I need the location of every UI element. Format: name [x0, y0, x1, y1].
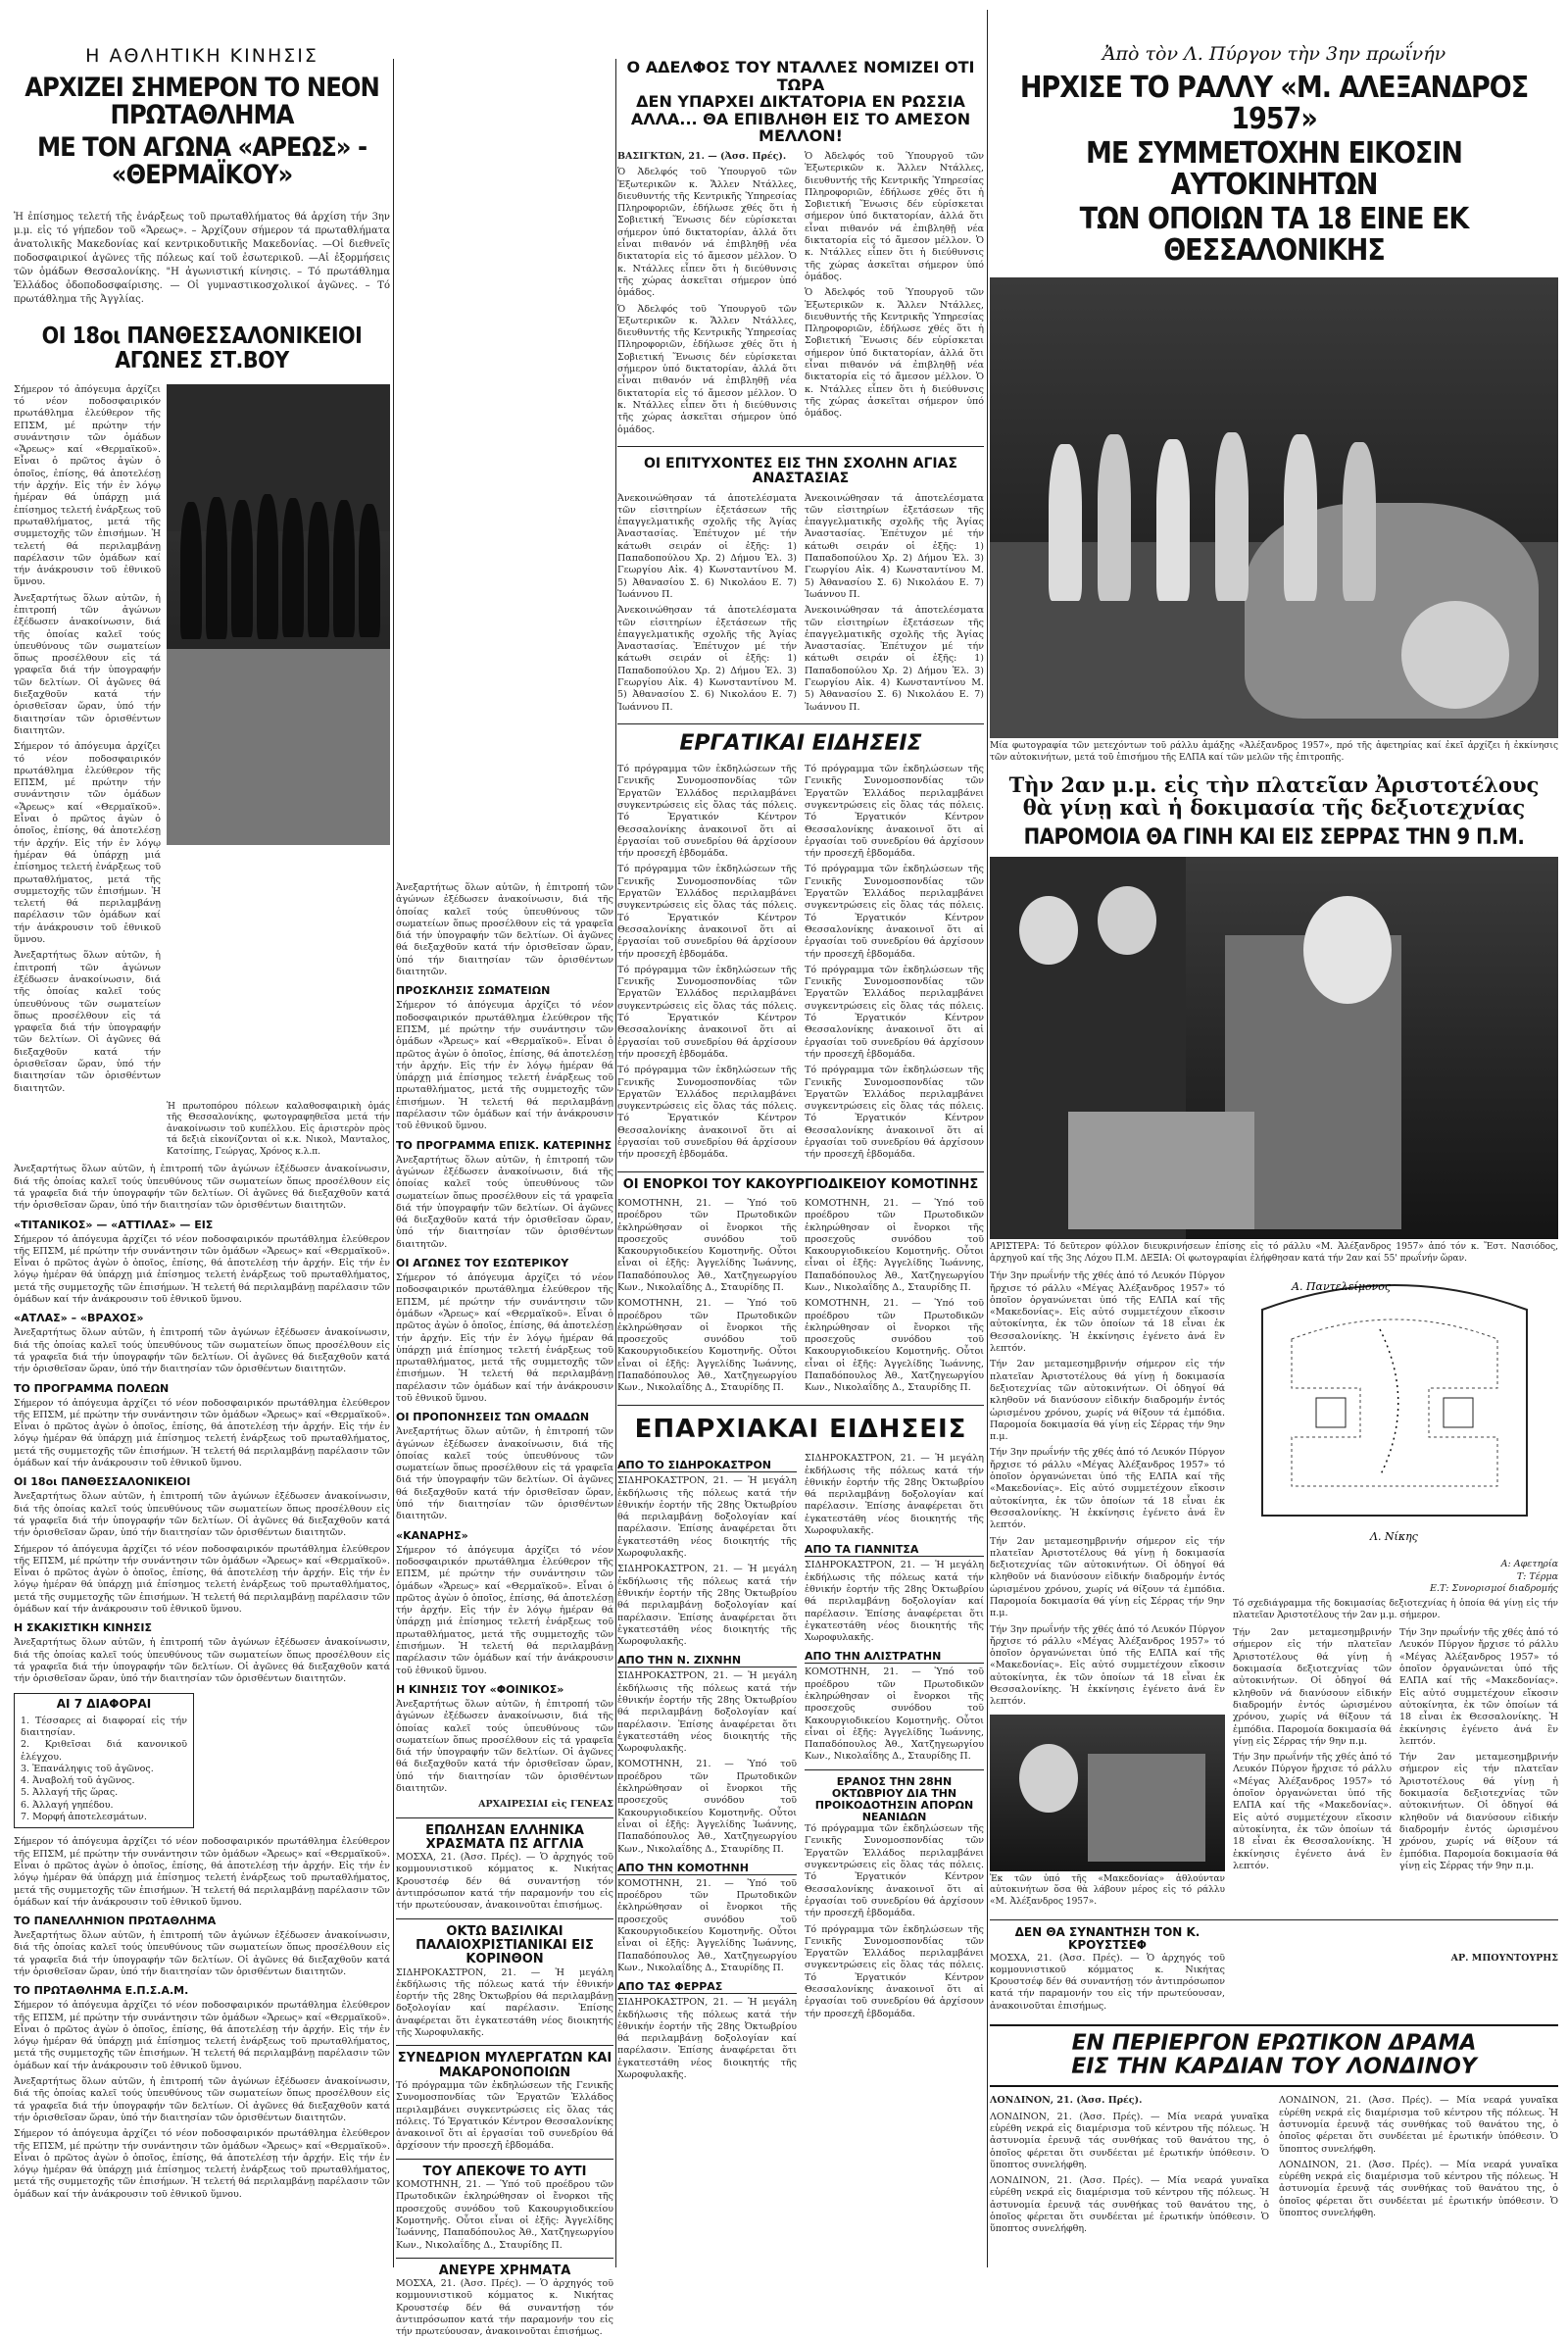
article-text: Ἀνεξαρτήτως ὅλων αὐτῶν, ἡ ἐπιτροπή τῶν ἀγώνων ἐξέδωσεν ἀνακοίνωσιν, διά τῆς ὁποίας καλεῖ τούς ὑπευθύνους τῶν σωματείων ὅπως προσέλθουν εἰς τά γραφεῖα διά τήν ὑπογραφήν τῶν δελτίων. Οἱ ἀγῶνες θά διεξαχθοῦν κατά τήν ὁρισθεῖσαν ὥραν, ὑπό τήν διαιτησίαν τῶν ὁρισθέντων διαιτητῶν. — [396, 1154, 613, 1250]
article-text: Τήν 2αν μεταμεσημβρινήν σήμερον εἰς τήν πλατεῖαν Ἀριστοτέλους θά γίνῃ ἡ δοκιμασία δεξιοτεχνίας τῶν αὐτοκινήτων. Οἱ ὁδηγοί θά κληθοῦν νά διανύσουν εἰδικήν διαδρομήν ἐντός ὡρισμένου χρόνου, χωρίς νά θίξουν τά ἐμπόδια. Παρομοία δοκιμασία θά γίνῃ εἰς Σέρρας τήν 9ην π.μ. — [1399, 1752, 1558, 1871]
box-item: 1. Τέσσαρες αἱ διαφοραί εἰς τήν διαιτησίαν. — [21, 1715, 187, 1738]
article-text: ΚΟΜΟΤΗΝΗ, 21. — Ὑπό τοῦ προέδρου τῶν Πρωτοδικῶν ἐκληρώθησαν οἱ ἔνορκοι τῆς προσεχοῦς συνόδου τοῦ Κακουργιοδικείου Κομοτηνῆς. Οὗτοι εἶναι οἱ ἑξῆς: Ἀγγελίδης Ἰωάννης, Παπαδόπουλος Ἀθ., Χατζηγεωργίου Κων., Νικολαΐδης Δ., Σταυρίδης Π. — [617, 1759, 797, 1855]
article-text: Σήμερον τό ἀπόγευμα ἀρχίζει τό νέον ποδοσφαιρικόν πρωτάθλημα ἐλεύθερον τῆς ΕΠΣΜ, μέ πρώτην τήν συνάντησιν τῶν ὁμάδων «Ἄρεως» καί «Θερμαϊκοῦ». Εἶναι ὁ πρῶτος ἀγὼν ὁ ὁποῖος, ἐπίσης, θά ἀποτελέσῃ τήν ἀρχήν. Εἰς τήν ἐν λόγῳ ἡμέραν θά ὑπάρχῃ μιά ἐπίσημος τελετή ἐνάρξεως τοῦ πρωταθλήματος, μετά τῆς συμμετοχῆς τῶν ἐπισήμων. Ἡ τελετή θά περιλαμβάνῃ παρέλασιν τῶν ὁμάδων καί τήν ἀνάκρουσιν τοῦ ἐθνικοῦ ὕμνου. — [14, 2128, 390, 2200]
headline-line: ΕΝ ΠΕΡΙΕΡΓΟΝ ΕΡΩΤΙΚΟΝ ΔΡΑΜΑ — [1071, 2031, 1477, 2057]
article-text: ΣΙΔΗΡΟΚΑΣΤΡΟΝ, 21. — Ἡ μεγάλη ἐκδήλωσις τῆς πόλεως κατά τήν ἐθνικήν ἑορτήν τῆς 28ης Ὀκτωβρίου θά περιλαμβάνῃ δοξολογίαν καί παρέλασιν. Ἐπίσης ἀναφέρεται ὅτι ἐγκατεστάθη νέος διοικητής τῆς Χωροφυλακῆς. — [617, 1475, 797, 1560]
article-text: Σήμερον τό ἀπόγευμα ἀρχίζει τό νέον ποδοσφαιρικόν πρωτάθλημα ἐλεύθερον τῆς ΕΠΣΜ, μέ πρώτην τήν συνάντησιν τῶν ὁμάδων «Ἄρεως» καί «Θερμαϊκοῦ». Εἶναι ὁ πρῶτος ἀγὼν ὁ ὁποῖος, ἐπίσης, θά ἀποτελέσῃ τήν ἀρχήν. Εἰς τήν ἐν λόγῳ ἡμέραν θά ὑπάρχῃ μιά ἐπίσημος τελετή ἐνάρξεως τοῦ πρωταθλήματος, μετά τῆς συμμετοχῆς τῶν ἐπισήμων. Ἡ τελετή θά περιλαμβάνῃ παρέλασιν τῶν ὁμάδων καί τήν ἀνάκρουσιν τοῦ ἐθνικοῦ ὕμνου. — [14, 1397, 390, 1469]
car-photo — [990, 1715, 1225, 1871]
photo-caption: Ἡ πρωτοπόρου πόλεων καλαθοσφαιρικὴ ὁμάς τῆς Θεσσαλονίκης, φωτογραφηθεῖσα μετά τήν ἀνακοίνωσιν τοῦ κυπέλλου. Εἰς ἀριστερὸν πρὸς τά δεξιὰ εἰκονίζονται οἱ κ.κ. Νικολ, Μανταλος, Κατσίπης, Γεώργας, Χρόνος κ.λ.π. — [167, 1101, 390, 1157]
section-headline: ΕΠΑΡΧΙΑΚΑΙ ΕΙΔΗΣΕΙΣ — [634, 1414, 967, 1444]
headline-line: ΗΡΧΙΣΕ ΤΟ ΡΑΛΛΥ «Μ. ΑΛΕΞΑΝΔΡΟΣ 1957» — [1019, 71, 1529, 136]
article-text: Τό πρόγραμμα τῶν ἐκδηλώσεων τῆς Γενικῆς Συνομοσπονδίας τῶν Ἐργατῶν Ἑλλάδος περιλαμβάνει συγκεντρώσεις εἰς ὅλας τάς πόλεις. Τό Ἐργατικόν Κέντρον Θεσσαλονίκης ἀνακοινοῖ ὅτι αἱ ἐργασίαι τοῦ συνεδρίου θά ἀρχίσουν τήν προσεχῆ ἑβδομάδα. — [617, 964, 797, 1060]
article-text: Τό πρόγραμμα τῶν ἐκδηλώσεων τῆς Γενικῆς Συνομοσπονδίας τῶν Ἐργατῶν Ἑλλάδος περιλαμβάνει συγκεντρώσεις εἰς ὅλας τάς πόλεις. Τό Ἐργατικόν Κέντρον Θεσσαλονίκης ἀνακοινοῖ ὅτι αἱ ἐργασίαι τοῦ συνεδρίου θά ἀρχίσουν τήν προσεχῆ ἑβδομάδα. — [805, 1923, 984, 2019]
subhead: ΤΟ ΠΑΝΕΛΛΗΝΙΟΝ ΠΡΩΤΑΘΛΗΜΑ — [14, 1915, 217, 1928]
subhead: «ΑΤΛΑΣ» – «ΒΡΑΧΟΣ» — [14, 1312, 144, 1325]
rally-photo — [990, 277, 1558, 738]
rally-course-diagram — [1233, 1270, 1556, 1555]
subsection-title: ΑΠΟ ΤΗΝ ΑΛΙΣΤΡΑΤΗΝ — [805, 1650, 984, 1664]
article-headline: ΟΚΤΩ ΒΑΣΙΛΙΚΑΙ ΠΑΛΑΙΟΧΡΙΣΤΙΑΝΙΚΑΙ ΕΙΣ ΚΟΡΙΝΘΟΝ — [416, 1923, 594, 1967]
article-text: ΜΟΣΧΑ, 21. (Ἀσσ. Πρές). — Ὁ ἀρχηγός τοῦ κομμουνιστικοῦ κόμματος κ. Νικήτας Κρουστσέφ δέν θά συναντήσῃ τόν ἀντιπρόσωπον κατά τήν παραμονήν του εἰς τήν πρωτεύουσαν, ἀνακοινοῦται ἐπισήμως. — [990, 1952, 1225, 2012]
article-text: ΚΟΜΟΤΗΝΗ, 21. — Ὑπό τοῦ προέδρου τῶν Πρωτοδικῶν ἐκληρώθησαν οἱ ἔνορκοι τῆς προσεχοῦς συνόδου τοῦ Κακουργιοδικείου Κομοτηνῆς. Οὗτοι εἶναι οἱ ἑξῆς: Ἀγγελίδης Ἰωάννης, Παπαδόπουλος Ἀθ., Χατζηγεωργίου Κων., Νικολαΐδης Δ., Σταυρίδης Π. — [396, 2179, 613, 2251]
article-text: Ἀνεξαρτήτως ὅλων αὐτῶν, ἡ ἐπιτροπή τῶν ἀγώνων ἐξέδωσεν ἀνακοίνωσιν, διά τῆς ὁποίας καλεῖ τούς ὑπευθύνους τῶν σωματείων ὅπως προσέλθουν εἰς τά γραφεῖα διά τήν ὑπογραφήν τῶν δελτίων. Οἱ ἀγῶνες θά διεξαχθοῦν κατά τήν ὁρισθεῖσαν ὥραν, ὑπό τήν διαιτησίαν τῶν ὁρισθέντων διαιτητῶν. — [14, 2076, 390, 2123]
article-text: ΣΙΔΗΡΟΚΑΣΤΡΟΝ, 21. — Ἡ μεγάλη ἐκδήλωσις τῆς πόλεως κατά τήν ἐθνικήν ἑορτήν τῆς 28ης Ὀκτωβρίου θά περιλαμβάνῃ δοξολογίαν καί παρέλασιν. Ἐπίσης ἀναφέρεται ὅτι ἐγκατεστάθη νέος διοικητής τῆς Χωροφυλακῆς. — [617, 1997, 797, 2081]
article-text: Σήμερον τό ἀπόγευμα ἀρχίζει τό νέον ποδοσφαιρικόν πρωτάθλημα ἐλεύθερον τῆς ΕΠΣΜ, μέ πρώτην τήν συνάντησιν τῶν ὁμάδων «Ἄρεως» καί «Θερμαϊκοῦ». Εἶναι ὁ πρῶτος ἀγὼν ὁ ὁποῖος, ἐπίσης, θά ἀποτελέσῃ τήν ἀρχήν. Εἰς τήν ἐν λόγῳ ἡμέραν θά ὑπάρχῃ μιά ἐπίσημος τελετή ἐνάρξεως τοῦ πρωταθλήματος, μετά τῆς συμμετοχῆς τῶν ἐπισήμων. Ἡ τελετή θά περιλαμβάνῃ παρέλασιν τῶν ὁμάδων καί τήν ἀνάκρουσιν τοῦ ἐθνικοῦ ὕμνου. — [14, 383, 161, 588]
article-text: Ἀνεκοινώθησαν τά ἀποτελέσματα τῶν εἰσιτηρίων ἐξετάσεων τῆς ἐπαγγελματικῆς σχολῆς τῆς Ἁγίας Ἀναστασίας. Ἐπέτυχον μέ τήν κάτωθι σειράν οἱ ἑξῆς: 1) Παπαδοπούλου Χρ. 2) Δήμου Ἑλ. 3) Γεωργίου Αἰκ. 4) Κωνσταντίνου Μ. 5) Ἀθανασίου Σ. 6) Νικολάου Ε. 7) Ἰωάννου Π. — [805, 605, 984, 713]
column-rule — [615, 59, 616, 2267]
photo-caption: Ἐκ τῶν ὑπό τῆς «Μακεδονίας» ἀθλούνταν αὐτοκινήτων ὅσα θὰ λάβουν μέρος εἰς τό ράλλυ «Μ. Ἀλέξανδρος 1957». — [990, 1873, 1225, 1907]
info-box — [14, 1693, 194, 1828]
subhead: «ΚΑΝΑΡΗΣ» — [396, 1528, 468, 1542]
article-text: Ἀνεξαρτήτως ὅλων αὐτῶν, ἡ ἐπιτροπή τῶν ἀγώνων ἐξέδωσεν ἀνακοίνωσιν, διά τῆς ὁποίας καλεῖ τούς ὑπευθύνους τῶν σωματείων ὅπως προσέλθουν εἰς τά γραφεῖα διά τήν ὑπογραφήν τῶν δελτίων. Οἱ ἀγῶνες θά διεξαχθοῦν κατά τήν ὁρισθεῖσαν ὥραν, ὑπό τήν διαιτησίαν τῶν ὁρισθέντων διαιτητῶν. — [14, 950, 161, 1094]
subsection-title: ΑΠΟ ΤΟ ΣΙΔΗΡΟΚΑΣΤΡΟΝ — [617, 1459, 797, 1472]
section-kicker: Ἀπὸ τὸν Λ. Πύργον τὴν 3ην πρωΐνήν — [1102, 43, 1446, 65]
article-headline: ΟΙ ΕΝΟΡΚΟΙ ΤΟΥ ΚΑΚΟΥΡΓΙΟΔΙΚΕΙΟΥ ΚΟΜΟΤΙΝΗΣ — [622, 1176, 979, 1192]
article-text: ΣΙΔΗΡΟΚΑΣΤΡΟΝ, 21. — Ἡ μεγάλη ἐκδήλωσις τῆς πόλεως κατά τήν ἐθνικήν ἑορτήν τῆς 28ης Ὀκτωβρίου θά περιλαμβάνῃ δοξολογίαν καί παρέλασιν. Ἐπίσης ἀναφέρεται ὅτι ἐγκατεστάθη νέος διοικητής τῆς Χωροφυλακῆς. — [805, 1453, 984, 1537]
article-text: Ἀνεκοινώθησαν τά ἀποτελέσματα τῶν εἰσιτηρίων ἐξετάσεων τῆς ἐπαγγελματικῆς σχολῆς τῆς Ἁγίας Ἀναστασίας. Ἐπέτυχον μέ τήν κάτωθι σειράν οἱ ἑξῆς: 1) Παπαδοπούλου Χρ. 2) Δήμου Ἑλ. 3) Γεωργίου Αἰκ. 4) Κωνσταντίνου Μ. 5) Ἀθανασίου Σ. 6) Νικολάου Ε. 7) Ἰωάννου Π. — [617, 605, 797, 713]
subhead: ΟΙ ΠΡΟΠΟΝΗΣΕΙΣ ΤΩΝ ΟΜΑΔΩΝ — [396, 1411, 590, 1424]
subhead: Η ΣΚΑΚΙΣΤΙΚΗ ΚΙΝΗΣΙΣ — [14, 1621, 153, 1635]
map-legend: Α: Αφετηρία — [1500, 1559, 1558, 1570]
subsection-title: ΑΠΟ ΤΑ ΓΙΑΝΝΙΤΣΑ — [805, 1543, 984, 1557]
article-text: Σήμερον τό ἀπόγευμα ἀρχίζει τό νέον ποδοσφαιρικόν πρωτάθλημα ἐλεύθερον τῆς ΕΠΣΜ, μέ πρώτην τήν συνάντησιν τῶν ὁμάδων «Ἄρεως» καί «Θερμαϊκοῦ». Εἶναι ὁ πρῶτος ἀγὼν ὁ ὁποῖος, ἐπίσης, θά ἀποτελέσῃ τήν ἀρχήν. Εἰς τήν ἐν λόγῳ ἡμέραν θά ὑπάρχῃ μιά ἐπίσημος τελετή ἐνάρξεως τοῦ πρωταθλήματος, μετά τῆς συμμετοχῆς τῶν ἐπισήμων. Ἡ τελετή θά περιλαμβάνῃ παρέλασιν τῶν ὁμάδων καί τήν ἀνάκρουσιν τοῦ ἐθνικοῦ ὕμνου. — [396, 1272, 613, 1404]
signature: ΑΡΧΑΙΡΕΣΙΑΙ εἰς ΓΕΝΕΑΣ — [478, 1799, 613, 1811]
article-text: ΜΟΣΧΑ, 21. (Ἀσσ. Πρές). — Ὁ ἀρχηγός τοῦ κομμουνιστικοῦ κόμματος κ. Νικήτας Κρουστσέφ δέν θά συναντήσῃ τόν ἀντιπρόσωπον κατά τήν παραμονήν του εἰς τήν πρωτεύουσαν, ἀνακοινοῦται ἐπισήμως. — [396, 2278, 613, 2338]
subsection-title: ΑΠΟ ΤΗΝ ΚΟΜΟΤΗΝΗ — [617, 1862, 797, 1875]
article-text: Ὁ Ἀδελφός τοῦ Ὑπουργοῦ τῶν Ἐξωτερικῶν κ. Ἄλλεν Ντάλλες, διευθυντής τῆς Κεντρικῆς Ὑπηρεσίας Πληροφοριῶν, ἐδήλωσε χθές ὅτι ἡ Σοβιετική Ἕνωσις δέν εὑρίσκεται σήμερον ὑπό δικτατορίαν, ἀλλά ὅτι εἶναι πιθανόν νά ἐπιβληθῇ νέα δικτατορία εἰς τό ἄμεσον μέλλον. Ὁ κ. Ντάλλες εἶπεν ὅτι ἡ διεύθυνσις τῆς χώρας ἀσκεῖται σήμερον ὑπό ὁμάδος. — [805, 150, 984, 282]
article-text: Τό πρόγραμμα τῶν ἐκδηλώσεων τῆς Γενικῆς Συνομοσπονδίας τῶν Ἐργατῶν Ἑλλάδος περιλαμβάνει συγκεντρώσεις εἰς ὅλας τάς πόλεις. Τό Ἐργατικόν Κέντρον Θεσσαλονίκης ἀνακοινοῖ ὅτι αἱ ἐργασίαι τοῦ συνεδρίου θά ἀρχίσουν τήν προσεχῆ ἑβδομάδα. — [805, 864, 984, 960]
article-text: Σήμερον τό ἀπόγευμα ἀρχίζει τό νέον ποδοσφαιρικόν πρωτάθλημα ἐλεύθερον τῆς ΕΠΣΜ, μέ πρώτην τήν συνάντησιν τῶν ὁμάδων «Ἄρεως» καί «Θερμαϊκοῦ». Εἶναι ὁ πρῶτος ἀγὼν ὁ ὁποῖος, ἐπίσης, θά ἀποτελέσῃ τήν ἀρχήν. Εἰς τήν ἐν λόγῳ ἡμέραν θά ὑπάρχῃ μιά ἐπίσημος τελετή ἐνάρξεως τοῦ πρωταθλήματος, μετά τῆς συμμετοχῆς τῶν ἐπισήμων. Ἡ τελετή θά περιλαμβάνῃ παρέλασιν τῶν ὁμάδων καί τήν ἀνάκρουσιν τοῦ ἐθνικοῦ ὕμνου. — [396, 1000, 613, 1132]
article-text: Τήν 2αν μεταμεσημβρινήν σήμερον εἰς τήν πλατεῖαν Ἀριστοτέλους θά γίνῃ ἡ δοκιμασία δεξιοτεχνίας τῶν αὐτοκινήτων. Οἱ ὁδηγοί θά κληθοῦν νά διανύσουν εἰδικήν διαδρομήν ἐντός ὡρισμένου χρόνου, χωρίς νά θίξουν τά ἐμπόδια. Παρομοία δοκιμασία θά γίνῃ εἰς Σέρρας τήν 9ην π.μ. — [990, 1535, 1225, 1619]
article-text: Τό πρόγραμμα τῶν ἐκδηλώσεων τῆς Γενικῆς Συνομοσπονδίας τῶν Ἐργατῶν Ἑλλάδος περιλαμβάνει συγκεντρώσεις εἰς ὅλας τάς πόλεις. Τό Ἐργατικόν Κέντρον Θεσσαλονίκης ἀνακοινοῖ ὅτι αἱ ἐργασίαι τοῦ συνεδρίου θά ἀρχίσουν τήν προσεχῆ ἑβδομάδα. — [617, 864, 797, 960]
article-text: ΚΟΜΟΤΗΝΗ, 21. — Ὑπό τοῦ προέδρου τῶν Πρωτοδικῶν ἐκληρώθησαν οἱ ἔνορκοι τῆς προσεχοῦς συνόδου τοῦ Κακουργιοδικείου Κομοτηνῆς. Οὗτοι εἶναι οἱ ἑξῆς: Ἀγγελίδης Ἰωάννης, Παπαδόπουλος Ἀθ., Χατζηγεωργίου Κων., Νικολαΐδης Δ., Σταυρίδης Π. — [805, 1667, 984, 1763]
article-text: Τήν 3ην πρωΐνήν τῆς χθές ἀπό τό Λευκόν Πύργον ἤρχισε τό ράλλυ «Μέγας Ἀλέξανδρος 1957» τό ὁποῖον ὀργανώνεται ὑπό τῆς ΕΛΠΑ καί τῆς «Μακεδονίας». Εἰς αὐτό συμμετέχουν εἴκοσιν αὐτοκίνητα, ἐκ τῶν ὁποίων τά 18 εἶναι ἐκ Θεσσαλονίκης. Ἡ ἐκκίνησις ἐγένετο ἀνά ἓν λεπτόν. — [1233, 1752, 1392, 1871]
dateline: ΛΟΝΔΙΝΟΝ, 21. (Ἀσσ. Πρές). — [990, 2095, 1143, 2107]
subsection-title: ΑΠΟ ΤΗΝ Ν. ΖΙΧΝΗΝ — [617, 1654, 797, 1667]
rally-headline — [990, 73, 1558, 266]
box-item: 2. Κριθεῖσαι διά κανονικοῦ ἐλέγχου. — [21, 1739, 187, 1763]
subhead-line: θὰ γίνῃ καὶ ἡ δοκιμασία τῆς δεξιοτεχνίας — [1022, 795, 1526, 821]
article-text: Ἀνεκοινώθησαν τά ἀποτελέσματα τῶν εἰσιτηρίων ἐξετάσεων τῆς ἐπαγγελματικῆς σχολῆς τῆς Ἁγίας Ἀναστασίας. Ἐπέτυχον μέ τήν κάτωθι σειράν οἱ ἑξῆς: 1) Παπαδοπούλου Χρ. 2) Δήμου Ἑλ. 3) Γεωργίου Αἰκ. 4) Κωνσταντίνου Μ. 5) Ἀθανασίου Σ. 6) Νικολάου Ε. 7) Ἰωάννου Π. — [805, 492, 984, 600]
map-label: Λ. Νίκης — [1370, 1530, 1418, 1544]
map-label: Α. Παντελείμονος — [1292, 1280, 1392, 1294]
article-text: Ἀνεξαρτήτως ὅλων αὐτῶν, ἡ ἐπιτροπή τῶν ἀγώνων ἐξέδωσεν ἀνακοίνωσιν, διά τῆς ὁποίας καλεῖ τούς ὑπευθύνους τῶν σωματείων ὅπως προσέλθουν εἰς τά γραφεῖα διά τήν ὑπογραφήν τῶν δελτίων. Οἱ ἀγῶνες θά διεξαχθοῦν κατά τήν ὁρισθεῖσαν ὥραν, ὑπό τήν διαιτησίαν τῶν ὁρισθέντων διαιτητῶν. — [14, 1637, 390, 1685]
map-legend: Ε.Τ: Συνορισμοί διαδρομής — [1429, 1582, 1558, 1594]
article-text: ΜΟΣΧΑ, 21. (Ἀσσ. Πρές). — Ὁ ἀρχηγός τοῦ κομμουνιστικοῦ κόμματος κ. Νικήτας Κρουστσέφ δέν θά συναντήσῃ τόν ἀντιπρόσωπον κατά τήν παραμονήν του εἰς τήν πρωτεύουσαν, ἀνακοινοῦται ἐπισήμως. — [396, 1852, 613, 1912]
article-headline: ΕΠΩΛΗΣΑΝ ΕΛΛΗΝΙΚΑ ΧΡΑΣΜΑΤΑ ΠΣ ΑΓΓΛΙΑ — [425, 1822, 584, 1852]
article-text: Ἀνεξαρτήτως ὅλων αὐτῶν, ἡ ἐπιτροπή τῶν ἀγώνων ἐξέδωσεν ἀνακοίνωσιν, διά τῆς ὁποίας καλεῖ τούς ὑπευθύνους τῶν σωματείων ὅπως προσέλθουν εἰς τά γραφεῖα διά τήν ὑπογραφήν τῶν δελτίων. Οἱ ἀγῶνες θά διεξαχθοῦν κατά τήν ὁρισθεῖσαν ὥραν, ὑπό τήν διαιτησίαν τῶν ὁρισθέντων διαιτητῶν. — [14, 1491, 390, 1539]
photo-caption: ΑΡΙΣΤΕΡΑ: Τό δεῦτερον φύλλον διευκρινήσεων ἐπίσης εἰς τό ράλλυ «Μ. Ἀλέξανδρος 1957» ἀπό τόν κ. Ἔστ. Νασιόδος, ἀρχηγοῦ καί τῆς 3ης Λόχου Π.Μ. ΔΕΞΙΑ: Οἱ φωτογραφίαι ἐλήφθησαν κατά τήν 2αν καί 55' πρωΐνήν ὥραν. — [990, 1242, 1558, 1264]
subhead: Η ΚΙΝΗΣΙΣ ΤΟΥ «ΦΟΙΝΙΚΟΣ» — [396, 1682, 564, 1696]
section-headline: ΕΡΓΑΤΙΚΑΙ ΕΙΔΗΣΕΙΣ — [679, 730, 922, 756]
subhead: ΤΟ ΠΡΩΤΑΘΛΗΜΑ Ε.Π.Σ.Α.Μ. — [14, 1984, 189, 1998]
headline-line: ΜΕ ΤΟΝ ΑΓΩΝΑ «ΑΡΕΩΣ» - «ΘΕΡΜΑΪΚΟΥ» — [36, 131, 368, 191]
article-text: Σήμερον τό ἀπόγευμα ἀρχίζει τό νέον ποδοσφαιρικόν πρωτάθλημα ἐλεύθερον τῆς ΕΠΣΜ, μέ πρώτην τήν συνάντησιν τῶν ὁμάδων «Ἄρεως» καί «Θερμαϊκοῦ». Εἶναι ὁ πρῶτος ἀγὼν ὁ ὁποῖος, ἐπίσης, θά ἀποτελέσῃ τήν ἀρχήν. Εἰς τήν ἐν λόγῳ ἡμέραν θά ὑπάρχῃ μιά ἐπίσημος τελετή ἐνάρξεως τοῦ πρωταθλήματος, μετά τῆς συμμετοχῆς τῶν ἐπισήμων. Ἡ τελετή θά περιλαμβάνῃ παρέλασιν τῶν ὁμάδων καί τήν ἀνάκρουσιν τοῦ ἐθνικοῦ ὕμνου. — [14, 741, 161, 946]
article-headline: ΤΟΥ ΑΠΕΚΟΨΕ ΤΟ ΑΥΤΙ — [422, 2164, 587, 2179]
box-title: ΑΙ 7 ΔΙΑΦΟΡΑΙ — [56, 1697, 152, 1712]
column-sports-continued — [396, 882, 613, 2338]
dalles-headline — [617, 59, 984, 145]
headline-line: ΕΙΣ ΤΗΝ ΚΑΡΔΙΑΝ ΤΟΥ ΛΟΝΔΙΝΟΥ — [1071, 2055, 1477, 2080]
headline-line: ΤΩΝ ΟΠΟΙΩΝ ΤΑ 18 ΕΙΝΕ ΕΚ ΘΕΣΣΑΛΟΝΙΚΗΣ — [1079, 202, 1469, 268]
article-text: ΛΟΝΔΙΝΟΝ, 21. (Ἀσσ. Πρές). — Μία νεαρά γυναῖκα εὑρέθη νεκρά εἰς διαμέρισμα τοῦ κέντρου τῆς πόλεως. Ἡ ἀστυνομία ἐρευνᾷ τάς συνθήκας τοῦ θανάτου της, ὁ ὁποῖος φέρεται ὅτι συνδέεται μέ ἐρωτικήν ὑπόθεσιν. Ὁ ὕποπτος συνελήφθη. — [1279, 2159, 1558, 2219]
article-text: Τήν 3ην πρωΐνήν τῆς χθές ἀπό τό Λευκόν Πύργον ἤρχισε τό ράλλυ «Μέγας Ἀλέξανδρος 1957» τό ὁποῖον ὀργανώνεται ὑπό τῆς ΕΛΠΑ καί τῆς «Μακεδονίας». Εἰς αὐτό συμμετέχουν εἴκοσιν αὐτοκίνητα, ἐκ τῶν ὁποίων τά 18 εἶναι ἐκ Θεσσαλονίκης. Ἡ ἐκκίνησις ἐγένετο ἀνά ἓν λεπτόν. — [990, 1447, 1225, 1531]
headline-line: Ο ΑΔΕΛΦΟΣ ΤΟΥ ΝΤΑΛΛΕΣ ΝΟΜΙΖΕΙ ΟΤΙ ΤΩΡΑ — [626, 58, 975, 94]
article-text: Σήμερον τό ἀπόγευμα ἀρχίζει τό νέον ποδοσφαιρικόν πρωτάθλημα ἐλεύθερον τῆς ΕΠΣΜ, μέ πρώτην τήν συνάντησιν τῶν ὁμάδων «Ἄρεως» καί «Θερμαϊκοῦ». Εἶναι ὁ πρῶτος ἀγὼν ὁ ὁποῖος, ἐπίσης, θά ἀποτελέσῃ τήν ἀρχήν. Εἰς τήν ἐν λόγῳ ἡμέραν θά ὑπάρχῃ μιά ἐπίσημος τελετή ἐνάρξεως τοῦ πρωταθλήματος, μετά τῆς συμμετοχῆς τῶν ἐπισήμων. Ἡ τελετή θά περιλαμβάνῃ παρέλασιν τῶν ὁμάδων καί τήν ἀνάκρουσιν τοῦ ἐθνικοῦ ὕμνου. — [14, 1233, 390, 1306]
box-item: 5. Ἀλλαγή τῆς ὥρας. — [21, 1787, 119, 1799]
article-text: Τό πρόγραμμα τῶν ἐκδηλώσεων τῆς Γενικῆς Συνομοσπονδίας τῶν Ἐργατῶν Ἑλλάδος περιλαμβάνει συγκεντρώσεις εἰς ὅλας τάς πόλεις. Τό Ἐργατικόν Κέντρον Θεσσαλονίκης ἀνακοινοῖ ὅτι αἱ ἐργασίαι τοῦ συνεδρίου θά ἀρχίσουν τήν προσεχῆ ἑβδομάδα. — [805, 964, 984, 1060]
main-headline — [14, 75, 390, 189]
article-text: ΛΟΝΔΙΝΟΝ, 21. (Ἀσσ. Πρές). — Μία νεαρά γυναῖκα εὑρέθη νεκρά εἰς διαμέρισμα τοῦ κέντρου τῆς πόλεως. Ἡ ἀστυνομία ἐρευνᾷ τάς συνθήκας τοῦ θανάτου της, ὁ ὁποῖος φέρεται ὅτι συνδέεται μέ ἐρωτικήν ὑπόθεσιν. Ὁ ὕποπτος συνελήφθη. — [990, 2175, 1269, 2235]
subhead: ΤΟ ΠΡΟΓΡΑΜΜΑ ΠΟΛΕΩΝ — [14, 1381, 170, 1395]
article-text: Ἀνεξαρτήτως ὅλων αὐτῶν, ἡ ἐπιτροπή τῶν ἀγώνων ἐξέδωσεν ἀνακοίνωσιν, διά τῆς ὁποίας καλεῖ τούς ὑπευθύνους τῶν σωματείων ὅπως προσέλθουν εἰς τά γραφεῖα διά τήν ὑπογραφήν τῶν δελτίων. Οἱ ἀγῶνες θά διεξαχθοῦν κατά τήν ὁρισθεῖσαν ὥραν, ὑπό τήν διαιτησίαν τῶν ὁρισθέντων διαιτητῶν. — [14, 1327, 390, 1375]
column-rule — [987, 10, 988, 2267]
article-text: Σήμερον τό ἀπόγευμα ἀρχίζει τό νέον ποδοσφαιρικόν πρωτάθλημα ἐλεύθερον τῆς ΕΠΣΜ, μέ πρώτην τήν συνάντησιν τῶν ὁμάδων «Ἄρεως» καί «Θερμαϊκοῦ». Εἶναι ὁ πρῶτος ἀγὼν ὁ ὁποῖος, ἐπίσης, θά ἀποτελέσῃ τήν ἀρχήν. Εἰς τήν ἐν λόγῳ ἡμέραν θά ὑπάρχῃ μιά ἐπίσημος τελετή ἐνάρξεως τοῦ πρωταθλήματος, μετά τῆς συμμετοχῆς τῶν ἐπισήμων. Ἡ τελετή θά περιλαμβάνῃ παρέλασιν τῶν ὁμάδων καί τήν ἀνάκρουσιν τοῦ ἐθνικοῦ ὕμνου. — [14, 1836, 390, 1908]
article-headline: ΣΥΝΕΔΡΙΟΝ ΜΥΛΕΡΓΑΤΩΝ ΚΑΙ ΜΑΚΑΡΟΝΟΠΟΙΩΝ — [397, 2051, 612, 2080]
article-text: Ἀνεξαρτήτως ὅλων αὐτῶν, ἡ ἐπιτροπή τῶν ἀγώνων ἐξέδωσεν ἀνακοίνωσιν, διά τῆς ὁποίας καλεῖ τούς ὑπευθύνους τῶν σωματείων ὅπως προσέλθουν εἰς τά γραφεῖα διά τήν ὑπογραφήν τῶν δελτίων. Οἱ ἀγῶνες θά διεξαχθοῦν κατά τήν ὁρισθεῖσαν ὥραν, ὑπό τήν διαιτησίαν τῶν ὁρισθέντων διαιτητῶν. — [14, 1164, 390, 1212]
article-headline: ΔΕΝ ΘΑ ΣΥΝΑΝΤΗΣΗ ΤΟΝ Κ. ΚΡΟΥΣΤΣΕΦ — [1014, 1925, 1200, 1953]
column-sports — [14, 0, 390, 2277]
article-text: ΚΟΜΟΤΗΝΗ, 21. — Ὑπό τοῦ προέδρου τῶν Πρωτοδικῶν ἐκληρώθησαν οἱ ἔνορκοι τῆς προσεχοῦς συνόδου τοῦ Κακουργιοδικείου Κομοτηνῆς. Οὗτοι εἶναι οἱ ἑξῆς: Ἀγγελίδης Ἰωάννης, Παπαδόπουλος Ἀθ., Χατζηγεωργίου Κων., Νικολαΐδης Δ., Σταυρίδης Π. — [805, 1197, 984, 1293]
article-headline: ΑΝΕΥΡΕ ΧΡΗΜΑΤΑ — [438, 2263, 571, 2278]
article-text: Τήν 2αν μεταμεσημβρινήν σήμερον εἰς τήν πλατεῖαν Ἀριστοτέλους θά γίνῃ ἡ δοκιμασία δεξιοτεχνίας τῶν αὐτοκινήτων. Οἱ ὁδηγοί θά κληθοῦν νά διανύσουν εἰδικήν διαδρομήν ἐντός ὡρισμένου χρόνου, χωρίς νά θίξουν τά ἐμπόδια. Παρομοία δοκιμασία θά γίνῃ εἰς Σέρρας τήν 9ην π.μ. — [990, 1359, 1225, 1443]
box-item: 4. Ἀναβολή τοῦ ἀγῶνος. — [21, 1775, 135, 1787]
headline-line: ΑΡΧΙΖΕΙ ΣΗΜΕΡΟΝ ΤΟ ΝΕΟΝ ΠΡΩΤΑΘΛΗΜΑ — [24, 73, 379, 131]
headline-line: ΔΕΝ ΥΠΑΡΧΕΙ ΔΙΚΤΑΤΟΡΙΑ ΕΝ ΡΩΣΣΙΑ — [636, 92, 965, 112]
article-text: Τήν 3ην πρωΐνήν τῆς χθές ἀπό τό Λευκόν Πύργον ἤρχισε τό ράλλυ «Μέγας Ἀλέξανδρος 1957» τό ὁποῖον ὀργανώνεται ὑπό τῆς ΕΛΠΑ καί τῆς «Μακεδονίας». Εἰς αὐτό συμμετέχουν εἴκοσιν αὐτοκίνητα, ἐκ τῶν ὁποίων τά 18 εἶναι ἐκ Θεσσαλονίκης. Ἡ ἐκκίνησις ἐγένετο ἀνά ἓν λεπτόν. — [990, 1270, 1225, 1355]
article-text: Σήμερον τό ἀπόγευμα ἀρχίζει τό νέον ποδοσφαιρικόν πρωτάθλημα ἐλεύθερον τῆς ΕΠΣΜ, μέ πρώτην τήν συνάντησιν τῶν ὁμάδων «Ἄρεως» καί «Θερμαϊκοῦ». Εἶναι ὁ πρῶτος ἀγὼν ὁ ὁποῖος, ἐπίσης, θά ἀποτελέσῃ τήν ἀρχήν. Εἰς τήν ἐν λόγῳ ἡμέραν θά ὑπάρχῃ μιά ἐπίσημος τελετή ἐνάρξεως τοῦ πρωταθλήματος, μετά τῆς συμμετοχῆς τῶν ἐπισήμων. Ἡ τελετή θά περιλαμβάνῃ παρέλασιν τῶν ὁμάδων καί τήν ἀνάκρουσιν τοῦ ἐθνικοῦ ὕμνου. — [14, 1543, 390, 1615]
article-text: Τό πρόγραμμα τῶν ἐκδηλώσεων τῆς Γενικῆς Συνομοσπονδίας τῶν Ἐργατῶν Ἑλλάδος περιλαμβάνει συγκεντρώσεις εἰς ὅλας τάς πόλεις. Τό Ἐργατικόν Κέντρον Θεσσαλονίκης ἀνακοινοῖ ὅτι αἱ ἐργασίαι τοῦ συνεδρίου θά ἀρχίσουν τήν προσεχῆ ἑβδομάδα. — [396, 2079, 613, 2152]
article-text: Τήν 3ην πρωΐνήν τῆς χθές ἀπό τό Λευκόν Πύργον ἤρχισε τό ράλλυ «Μέγας Ἀλέξανδρος 1957» τό ὁποῖον ὀργανώνεται ὑπό τῆς ΕΛΠΑ καί τῆς «Μακεδονίας». Εἰς αὐτό συμμετέχουν εἴκοσιν αὐτοκίνητα, ἐκ τῶν ὁποίων τά 18 εἶναι ἐκ Θεσσαλονίκης. Ἡ ἐκκίνησις ἐγένετο ἀνά ἓν λεπτόν. — [1399, 1627, 1558, 1747]
article-text: ΛΟΝΔΙΝΟΝ, 21. (Ἀσσ. Πρές). — Μία νεαρά γυναῖκα εὑρέθη νεκρά εἰς διαμέρισμα τοῦ κέντρου τῆς πόλεως. Ἡ ἀστυνομία ἐρευνᾷ τάς συνθήκας τοῦ θανάτου της, ὁ ὁποῖος φέρεται ὅτι συνδέεται μέ ἐρωτικήν ὑπόθεσιν. Ὁ ὕποπτος συνελήφθη. — [1279, 2095, 1558, 2155]
column-rule — [393, 59, 394, 2267]
article-text: ΛΟΝΔΙΝΟΝ, 21. (Ἀσσ. Πρές). — Μία νεαρά γυναῖκα εὑρέθη νεκρά εἰς διαμέρισμα τοῦ κέντρου τῆς πόλεως. Ἡ ἀστυνομία ἐρευνᾷ τάς συνθήκας τοῦ θανάτου της, ὁ ὁποῖος φέρεται ὅτι συνδέεται μέ ἐρωτικήν ὑπόθεσιν. Ὁ ὕποπτος συνελήφθη. — [990, 2111, 1269, 2170]
subhead: ΠΡΟΣΚΛΗΣΙΣ ΣΩΜΑΤΕΙΩΝ — [396, 984, 551, 998]
subhead: ΤΟ ΠΡΟΓΡΑΜΜΑ ΕΠΙΣΚ. ΚΑΤΕΡΙΝΗΣ — [396, 1138, 612, 1152]
article-text: Ἀνεξαρτήτως ὅλων αὐτῶν, ἡ ἐπιτροπή τῶν ἀγώνων ἐξέδωσεν ἀνακοίνωσιν, διά τῆς ὁποίας καλεῖ τούς ὑπευθύνους τῶν σωματείων ὅπως προσέλθουν εἰς τά γραφεῖα διά τήν ὑπογραφήν τῶν δελτίων. Οἱ ἀγῶνες θά διεξαχθοῦν κατά τήν ὁρισθεῖσαν ὥραν, ὑπό τήν διαιτησίαν τῶν ὁρισθέντων διαιτητῶν. — [396, 1698, 613, 1794]
subsection-title: ΑΠΟ ΤΑΣ ΦΕΡΡΑΣ — [617, 1980, 797, 1994]
documents-photo — [990, 857, 1558, 1239]
article-text: Ὁ Ἀδελφός τοῦ Ὑπουργοῦ τῶν Ἐξωτερικῶν κ. Ἄλλεν Ντάλλες, διευθυντής τῆς Κεντρικῆς Ὑπηρεσίας Πληροφοριῶν, ἐδήλωσε χθές ὅτι ἡ Σοβιετική Ἕνωσις δέν εὑρίσκεται σήμερον ὑπό δικτατορίαν, ἀλλά ὅτι εἶναι πιθανόν νά ἐπιβληθῇ νέα δικτατορία εἰς τό ἄμεσον μέλλον. Ὁ κ. Ντάλλες εἶπεν ὅτι ἡ διεύθυνσις τῆς χώρας ἀσκεῖται σήμερον ὑπό ὁμάδος. — [805, 287, 984, 420]
article-text: ΚΟΜΟΤΗΝΗ, 21. — Ὑπό τοῦ προέδρου τῶν Πρωτοδικῶν ἐκληρώθησαν οἱ ἔνορκοι τῆς προσεχοῦς συνόδου τοῦ Κακουργιοδικείου Κομοτηνῆς. Οὗτοι εἶναι οἱ ἑξῆς: Ἀγγελίδης Ἰωάννης, Παπαδόπουλος Ἀθ., Χατζηγεωργίου Κων., Νικολαΐδης Δ., Σταυρίδης Π. — [805, 1298, 984, 1394]
article-text: Τό πρόγραμμα τῶν ἐκδηλώσεων τῆς Γενικῆς Συνομοσπονδίας τῶν Ἐργατῶν Ἑλλάδος περιλαμβάνει συγκεντρώσεις εἰς ὅλας τάς πόλεις. Τό Ἐργατικόν Κέντρον Θεσσαλονίκης ἀνακοινοῖ ὅτι αἱ ἐργασίαι τοῦ συνεδρίου θά ἀρχίσουν τήν προσεχῆ ἑβδομάδα. — [805, 1823, 984, 1919]
article-text: ΚΟΜΟΤΗΝΗ, 21. — Ὑπό τοῦ προέδρου τῶν Πρωτοδικῶν ἐκληρώθησαν οἱ ἔνορκοι τῆς προσεχοῦς συνόδου τοῦ Κακουργιοδικείου Κομοτηνῆς. Οὗτοι εἶναι οἱ ἑξῆς: Ἀγγελίδης Ἰωάννης, Παπαδόπουλος Ἀθ., Χατζηγεωργίου Κων., Νικολαΐδης Δ., Σταυρίδης Π. — [617, 1298, 797, 1394]
subhead: ΟΙ ΑΓΩΝΕΣ ΤΟΥ ΕΣΩΤΕΡΙΚΟΥ — [396, 1257, 569, 1270]
lead-paragraph: Ἡ ἐπίσημος τελετή τῆς ἐνάρξεως τοῦ πρωταθλήματος θά ἀρχίση τήν 3ην μ.μ. εἰς τό γήπεδον τοῦ «Ἄρεως». – Ἀρχίζουν σήμερον τά πρωταθλήματα ἀνατολικῆς Μακεδονίας καί κεντρικοδυτικῆς Μακεδονίας. —Οἱ διεθνεῖς ποδοσφαιρικοί ἀγῶνες τῆς πόλεως καί τοῦ ἐσωτερικοῦ. —Αἱ ἐξορμήσεις τῶν ὁμάδων Θεσσαλονίκης. "Η ἀγωνιστική κίνησις. – Τό πρωτάθλημα Ἑλλάδος ὀδοποδοσφαίρισης. — Οἱ γυμναστικοσχολικοί ἀγῶνες. – Τό πρωτάθλημα τῆς Ἀγγλίας. — [14, 212, 390, 306]
headline-line: ΜΕ ΣΥΜΜΕΤΟΧΗΝ ΕΙΚΟΣΙΝ ΑΥΤΟΚΙΝΗΤΩΝ — [1086, 136, 1462, 202]
article-text: Τό πρόγραμμα τῶν ἐκδηλώσεων τῆς Γενικῆς Συνομοσπονδίας τῶν Ἐργατῶν Ἑλλάδος περιλαμβάνει συγκεντρώσεις εἰς ὅλας τάς πόλεις. Τό Ἐργατικόν Κέντρον Θεσσαλονίκης ἀνακοινοῖ ὅτι αἱ ἐργασίαι τοῦ συνεδρίου θά ἀρχίσουν τήν προσεχῆ ἑβδομάδα. — [617, 764, 797, 860]
article-text: Ἀνεξαρτήτως ὅλων αὐτῶν, ἡ ἐπιτροπή τῶν ἀγώνων ἐξέδωσεν ἀνακοίνωσιν, διά τῆς ὁποίας καλεῖ τούς ὑπευθύνους τῶν σωματείων ὅπως προσέλθουν εἰς τά γραφεῖα διά τήν ὑπογραφήν τῶν δελτίων. Οἱ ἀγῶνες θά διεξαχθοῦν κατά τήν ὁρισθεῖσαν ὥραν, ὑπό τήν διαιτησίαν τῶν ὁρισθέντων διαιτητῶν. — [396, 1426, 613, 1522]
subhead: ΟΙ 18οι ΠΑΝΘΕΣΣΑΛΟΝΙΚΕΙΟΙ — [14, 1475, 191, 1489]
map-caption: Τό σχεδιάγραμμα τῆς δοκιμασίας δεξιοτεχνίας ἡ ὁποία θά γίνῃ εἰς τήν πλατεῖαν Ἀριστοτέλους τήν 2αν μ.μ. σήμερον. — [1233, 1599, 1558, 1620]
article-text: Τήν 2αν μεταμεσημβρινήν σήμερον εἰς τήν πλατεῖαν Ἀριστοτέλους θά γίνῃ ἡ δοκιμασία δεξιοτεχνίας τῶν αὐτοκινήτων. Οἱ ὁδηγοί θά κληθοῦν νά διανύσουν εἰδικήν διαδρομήν ἐντός ὡρισμένου χρόνου, χωρίς νά θίξουν τά ἐμπόδια. Παρομοία δοκιμασία θά γίνῃ εἰς Σέρρας τήν 9ην π.μ. — [1233, 1627, 1392, 1747]
article-text: Ὁ Ἀδελφός τοῦ Ὑπουργοῦ τῶν Ἐξωτερικῶν κ. Ἄλλεν Ντάλλες, διευθυντής τῆς Κεντρικῆς Ὑπηρεσίας Πληροφοριῶν, ἐδήλωσε χθές ὅτι ἡ Σοβιετική Ἕνωσις δέν εὑρίσκεται σήμερον ὑπό δικτατορίαν, ἀλλά ὅτι εἶναι πιθανόν νά ἐπιβληθῇ νέα δικτατορία εἰς τό ἄμεσον μέλλον. Ὁ κ. Ντάλλες εἶπεν ὅτι ἡ διεύθυνσις τῆς χώρας ἀσκεῖται σήμερον ὑπό ὁμάδος. — [617, 167, 797, 299]
article-text: Ὁ Ἀδελφός τοῦ Ὑπουργοῦ τῶν Ἐξωτερικῶν κ. Ἄλλεν Ντάλλες, διευθυντής τῆς Κεντρικῆς Ὑπηρεσίας Πληροφοριῶν, ἐδήλωσε χθές ὅτι ἡ Σοβιετική Ἕνωσις δέν εὑρίσκεται σήμερον ὑπό δικτατορίαν, ἀλλά ὅτι εἶναι πιθανόν νά ἐπιβληθῇ νέα δικτατορία εἰς τό ἄμεσον μέλλον. Ὁ κ. Ντάλλες εἶπεν ὅτι ἡ διεύθυνσις τῆς χώρας ἀσκεῖται σήμερον ὑπό ὁμάδος. — [617, 303, 797, 435]
box-item: 6. Ἀλλαγή γηπέδου. — [21, 1799, 114, 1811]
subhead-line: Τὴν 2αν μ.μ. εἰς τὴν πλατεῖαν Ἀριστοτέλους — [1008, 772, 1540, 797]
article-text: Τήν 3ην πρωΐνήν τῆς χθές ἀπό τό Λευκόν Πύργον ἤρχισε τό ράλλυ «Μέγας Ἀλέξανδρος 1957» τό ὁποῖον ὀργανώνεται ὑπό τῆς ΕΛΠΑ καί τῆς «Μακεδονίας». Εἰς αὐτό συμμετέχουν εἴκοσιν αὐτοκίνητα, ἐκ τῶν ὁποίων τά 18 εἶναι ἐκ Θεσσαλονίκης. Ἡ ἐκκίνησις ἐγένετο ἀνά ἓν λεπτόν. — [990, 1623, 1225, 1708]
box-item: 3. Ἐπανάληψις τοῦ ἀγῶνος. — [21, 1763, 154, 1774]
article-text: Ἀνεξαρτήτως ὅλων αὐτῶν, ἡ ἐπιτροπή τῶν ἀγώνων ἐξέδωσεν ἀνακοίνωσιν, διά τῆς ὁποίας καλεῖ τούς ὑπευθύνους τῶν σωματείων ὅπως προσέλθουν εἰς τά γραφεῖα διά τήν ὑπογραφήν τῶν δελτίων. Οἱ ἀγῶνες θά διεξαχθοῦν κατά τήν ὁρισθεῖσαν ὥραν, ὑπό τήν διαιτησίαν τῶν ὁρισθέντων διαιτητῶν. — [396, 882, 613, 978]
article-text: ΚΟΜΟΤΗΝΗ, 21. — Ὑπό τοῦ προέδρου τῶν Πρωτοδικῶν ἐκληρώθησαν οἱ ἔνορκοι τῆς προσεχοῦς συνόδου τοῦ Κακουργιοδικείου Κομοτηνῆς. Οὗτοι εἶναι οἱ ἑξῆς: Ἀγγελίδης Ἰωάννης, Παπαδόπουλος Ἀθ., Χατζηγεωργίου Κων., Νικολαΐδης Δ., Σταυρίδης Π. — [617, 1197, 797, 1293]
team-photo — [167, 384, 390, 845]
article-text: Τό πρόγραμμα τῶν ἐκδηλώσεων τῆς Γενικῆς Συνομοσπονδίας τῶν Ἐργατῶν Ἑλλάδος περιλαμβάνει συγκεντρώσεις εἰς ὅλας τάς πόλεις. Τό Ἐργατικόν Κέντρον Θεσσαλονίκης ἀνακοινοῖ ὅτι αἱ ἐργασίαι τοῦ συνεδρίου θά ἀρχίσουν τήν προσεχῆ ἑβδομάδα. — [805, 1065, 984, 1161]
article-text: Ἀνεκοινώθησαν τά ἀποτελέσματα τῶν εἰσιτηρίων ἐξετάσεων τῆς ἐπαγγελματικῆς σχολῆς τῆς Ἁγίας Ἀναστασίας. Ἐπέτυχον μέ τήν κάτωθι σειράν οἱ ἑξῆς: 1) Παπαδοπούλου Χρ. 2) Δήμου Ἑλ. 3) Γεωργίου Αἰκ. 4) Κωνσταντίνου Μ. 5) Ἀθανασίου Σ. 6) Νικολάου Ε. 7) Ἰωάννου Π. — [617, 492, 797, 600]
article-text: ΣΙΔΗΡΟΚΑΣΤΡΟΝ, 21. — Ἡ μεγάλη ἐκδήλωσις τῆς πόλεως κατά τήν ἐθνικήν ἑορτήν τῆς 28ης Ὀκτωβρίου θά περιλαμβάνῃ δοξολογίαν καί παρέλασιν. Ἐπίσης ἀναφέρεται ὅτι ἐγκατεστάθη νέος διοικητής τῆς Χωροφυλακῆς. — [805, 1560, 984, 1644]
article-text: Τό πρόγραμμα τῶν ἐκδηλώσεων τῆς Γενικῆς Συνομοσπονδίας τῶν Ἐργατῶν Ἑλλάδος περιλαμβάνει συγκεντρώσεις εἰς ὅλας τάς πόλεις. Τό Ἐργατικόν Κέντρον Θεσσαλονίκης ἀνακοινοῖ ὅτι αἱ ἐργασίαι τοῦ συνεδρίου θά ἀρχίσουν τήν προσεχῆ ἑβδομάδα. — [617, 1065, 797, 1161]
article-text: Ἀνεξαρτήτως ὅλων αὐτῶν, ἡ ἐπιτροπή τῶν ἀγώνων ἐξέδωσεν ἀνακοίνωσιν, διά τῆς ὁποίας καλεῖ τούς ὑπευθύνους τῶν σωματείων ὅπως προσέλθουν εἰς τά γραφεῖα διά τήν ὑπογραφήν τῶν δελτίων. Οἱ ἀγῶνες θά διεξαχθοῦν κατά τήν ὁρισθεῖσαν ὥραν, ὑπό τήν διαιτησίαν τῶν ὁρισθέντων διαιτητῶν. — [14, 1930, 390, 1977]
section-headline: ΠΑΡΟΜΟΙΑ ΘΑ ΓΙΝΗ ΚΑΙ ΕΙΣ ΣΕΡΡΑΣ ΤΗΝ 9 Π.Μ. — [1023, 825, 1525, 851]
dateline: ΒΑΣΙΓΚΤΩΝ, 21. — (Ἀσσ. Πρές). — [617, 150, 787, 162]
article-text: ΚΟΜΟΤΗΝΗ, 21. — Ὑπό τοῦ προέδρου τῶν Πρωτοδικῶν ἐκληρώθησαν οἱ ἔνορκοι τῆς προσεχοῦς συνόδου τοῦ Κακουργιοδικείου Κομοτηνῆς. Οὗτοι εἶναι οἱ ἑξῆς: Ἀγγελίδης Ἰωάννης, Παπαδόπουλος Ἀθ., Χατζηγεωργίου Κων., Νικολαΐδης Δ., Σταυρίδης Π. — [617, 1877, 797, 1973]
subhead: «ΤΙΤΑΝΙΚΟΣ» — «ΑΤΤΙΛΑΣ» — ΕΙΣ — [14, 1218, 214, 1231]
headline-line: ΑΛΛΑ... ΘΑ ΕΠΙΒΛΗΘΗ ΕΙΣ ΤΟ ΑΜΕΣΟΝ ΜΕΛΛΟΝ! — [630, 109, 971, 146]
column-news — [617, 0, 984, 2277]
article-text: Σήμερον τό ἀπόγευμα ἀρχίζει τό νέον ποδοσφαιρικόν πρωτάθλημα ἐλεύθερον τῆς ΕΠΣΜ, μέ πρώτην τήν συνάντησιν τῶν ὁμάδων «Ἄρεως» καί «Θερμαϊκοῦ». Εἶναι ὁ πρῶτος ἀγὼν ὁ ὁποῖος, ἐπίσης, θά ἀποτελέσῃ τήν ἀρχήν. Εἰς τήν ἐν λόγῳ ἡμέραν θά ὑπάρχῃ μιά ἐπίσημος τελετή ἐνάρξεως τοῦ πρωταθλήματος, μετά τῆς συμμετοχῆς τῶν ἐπισήμων. Ἡ τελετή θά περιλαμβάνῃ παρέλασιν τῶν ὁμάδων καί τήν ἀνάκρουσιν τοῦ ἐθνικοῦ ὕμνου. — [14, 2000, 390, 2071]
column-rally — [990, 0, 1558, 2277]
byline: ΑΡ. ΜΠΟΥΝΤΟΥΡΗΣ — [1450, 1952, 1558, 1964]
article-headline: ΕΡΑΝΟΣ ΤΗΝ 28ΗΝ ΟΚΤΩΒΡΙΟΥ ΔΙΑ ΤΗΝ ΠΡΟΙΚΟΔΟΤΗΣΙΝ ΑΠΟΡΩΝ ΝΕΑΝΙΔΩΝ — [814, 1774, 974, 1824]
box-item: 7. Μορφή ἀποτελεσμάτων. — [21, 1812, 147, 1823]
love-drama-headline — [990, 2024, 1558, 2087]
article-text: ΣΙΔΗΡΟΚΑΣΤΡΟΝ, 21. — Ἡ μεγάλη ἐκδήλωσις τῆς πόλεως κατά τήν ἐθνικήν ἑορτήν τῆς 28ης Ὀκτωβρίου θά περιλαμβάνῃ δοξολογίαν καί παρέλασιν. Ἐπίσης ἀναφέρεται ὅτι ἐγκατεστάθη νέος διοικητής τῆς Χωροφυλακῆς. — [617, 1670, 797, 1755]
article-text: Ἀνεξαρτήτως ὅλων αὐτῶν, ἡ ἐπιτροπή τῶν ἀγώνων ἐξέδωσεν ἀνακοίνωσιν, διά τῆς ὁποίας καλεῖ τούς ὑπευθύνους τῶν σωματείων ὅπως προσέλθουν εἰς τά γραφεῖα διά τήν ὑπογραφήν τῶν δελτίων. Οἱ ἀγῶνες θά διεξαχθοῦν κατά τήν ὁρισθεῖσαν ὥραν, ὑπό τήν διαιτησίαν τῶν ὁρισθέντων διαιτητῶν. — [14, 592, 161, 736]
article-text: Τό πρόγραμμα τῶν ἐκδηλώσεων τῆς Γενικῆς Συνομοσπονδίας τῶν Ἐργατῶν Ἑλλάδος περιλαμβάνει συγκεντρώσεις εἰς ὅλας τάς πόλεις. Τό Ἐργατικόν Κέντρον Θεσσαλονίκης ἀνακοινοῖ ὅτι αἱ ἐργασίαι τοῦ συνεδρίου θά ἀρχίσουν τήν προσεχῆ ἑβδομάδα. — [805, 764, 984, 860]
section-headline: ΟΙ 18οι ΠΑΝΘΕΣΣΑΛΟΝΙΚΕΙΟΙ ΑΓΩΝΕΣ ΣΤ.ΒΟΥ — [41, 323, 363, 373]
photo-caption: Μία φωτογραφία τῶν μετεχόντων τοῦ ράλλυ ἁμάξης «Ἀλέξανδρος 1957», πρό τῆς ἀφετηρίας καί ἐκεῖ ἀρχίζει ἡ ἐκκίνησις τῶν αὐτοκινήτων, μετά τοῦ ἐπισήμου τῆς ΕΛΠΑ καί τῶν μελῶν τῆς ἐπιτροπῆς. — [990, 741, 1558, 763]
section-kicker: Η ΑΘΛΗΤΙΚΗ ΚΙΝΗΣΙΣ — [85, 45, 318, 67]
map-legend: Τ: Τέρμα — [1516, 1570, 1558, 1582]
article-text: ΣΙΔΗΡΟΚΑΣΤΡΟΝ, 21. — Ἡ μεγάλη ἐκδήλωσις τῆς πόλεως κατά τήν ἐθνικήν ἑορτήν τῆς 28ης Ὀκτωβρίου θά περιλαμβάνῃ δοξολογίαν καί παρέλασιν. Ἐπίσης ἀναφέρεται ὅτι ἐγκατεστάθη νέος διοικητής τῆς Χωροφυλακῆς. — [396, 1966, 613, 2039]
article-text: ΣΙΔΗΡΟΚΑΣΤΡΟΝ, 21. — Ἡ μεγάλη ἐκδήλωσις τῆς πόλεως κατά τήν ἐθνικήν ἑορτήν τῆς 28ης Ὀκτωβρίου θά περιλαμβάνῃ δοξολογίαν καί παρέλασιν. Ἐπίσης ἀναφέρεται ὅτι ἐγκατεστάθη νέος διοικητής τῆς Χωροφυλακῆς. — [617, 1564, 797, 1648]
article-headline: ΟΙ ΕΠΙΤΥΧΟΝΤΕΣ ΕΙΣ ΤΗΝ ΣΧΟΛΗΝ ΑΓΙΑΣ ΑΝΑΣΤΑΣΙΑΣ — [644, 455, 957, 487]
article-text: Σήμερον τό ἀπόγευμα ἀρχίζει τό νέον ποδοσφαιρικόν πρωτάθλημα ἐλεύθερον τῆς ΕΠΣΜ, μέ πρώτην τήν συνάντησιν τῶν ὁμάδων «Ἄρεως» καί «Θερμαϊκοῦ». Εἶναι ὁ πρῶτος ἀγὼν ὁ ὁποῖος, ἐπίσης, θά ἀποτελέσῃ τήν ἀρχήν. Εἰς τήν ἐν λόγῳ ἡμέραν θά ὑπάρχῃ μιά ἐπίσημος τελετή ἐνάρξεως τοῦ πρωταθλήματος, μετά τῆς συμμετοχῆς τῶν ἐπισήμων. Ἡ τελετή θά περιλαμβάνῃ παρέλασιν τῶν ὁμάδων καί τήν ἀνάκρουσιν τοῦ ἐθνικοῦ ὕμνου. — [396, 1544, 613, 1676]
